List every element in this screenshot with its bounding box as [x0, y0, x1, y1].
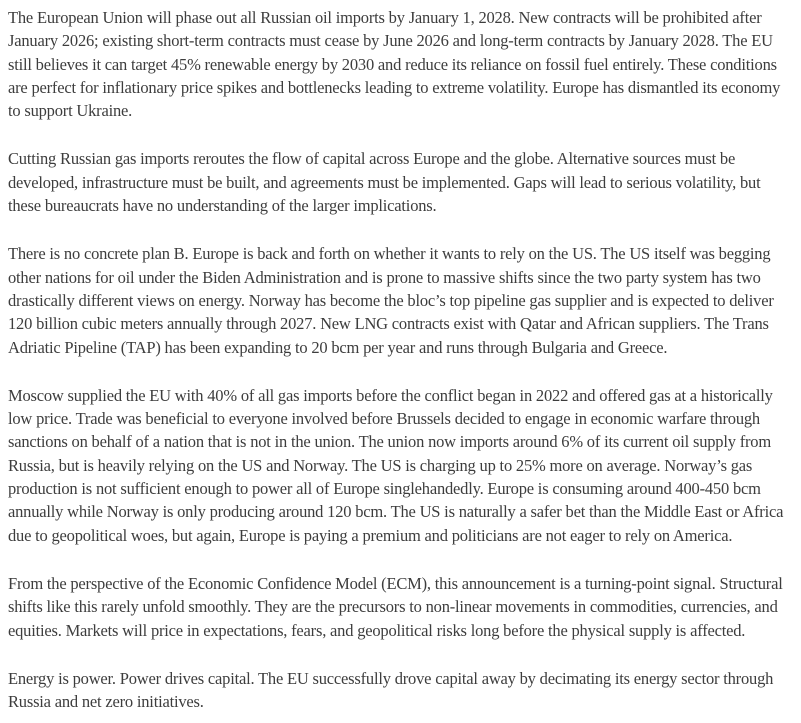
paragraph-no-plan-b: There is no concrete plan B. Europe is back and forth on whether it wants to rely on the US. The US itself was begging other nations for oil under the Biden Administration and is prone to massive shifts since the two party system has two drastically different views on energy. Norway has become the bloc’s top pipeline gas supplier and is expected to deliver 120 billion cubic meters annually through 2027. New LNG contracts exist with Qatar and African suppliers. The Trans Adriatic Pipeline (TAP) has been expanding to 20 bcm per year and runs through Bulgaria and Greece.: [8, 244, 774, 357]
paragraph-moscow-supply: Moscow supplied the EU with 40% of all gas imports before the conflict began in 2022 and offered gas at a historically low price. Trade was beneficial to everyone involved before Brussels decided to engage in economic warfare through sanctions on behalf of a nation that is not in the union. The union now imports around 6% of its current oil supply from Russia, but is heavily relying on the US and Norway. The US is charging up to 25% more on average. Norway’s gas production is not sufficient enough to power all of Europe singlehandedly. Europe is consuming around 400-450 bcm annually while Norway is only producing around 120 bcm. The US is naturally a safer bet than the Middle East or Africa due to geopolitical woes, but again, Europe is paying a premium and politicians are not eager to rely on America.: [8, 385, 784, 545]
paragraph-ecm-perspective: From the perspective of the Economic Confidence Model (ECM), this announcement is a turning-point signal. Structural shifts like this rarely unfold smoothly. They are the precursors to non-linear movements in commodities, currencies, and equities. Markets will price in expectations, fears, and geopolitical risks long before the physical supply is affected.: [8, 573, 783, 640]
paragraph-eu-oil-phaseout: The European Union will phase out all Russian oil imports by January 1, 2028. New contracts will be prohibited after January 2026; existing short-term contracts must cease by June 2026 and long-term contracts by January 2028. The EU still believes it can target 45% renewable energy by 2030 and reduce its reliance on fossil fuel entirely. These conditions are perfect for inflationary price spikes and bottlenecks leading to extreme volatility. Europe has dismantled its economy to support Ukraine.: [8, 8, 781, 121]
paragraph-energy-is-power: Energy is power. Power drives capital. The EU successfully drove capital away by decimating its energy sector through Russia and net zero initiatives.: [8, 668, 774, 712]
paragraph-gas-imports-reroute: Cutting Russian gas imports reroutes the flow of capital across Europe and the globe. Alternative sources must be developed, infrastructure must be built, and agreements must be implemented. Gaps will lead to serious volatility, but these bureaucrats have no understanding of the larger implications.: [8, 149, 761, 216]
